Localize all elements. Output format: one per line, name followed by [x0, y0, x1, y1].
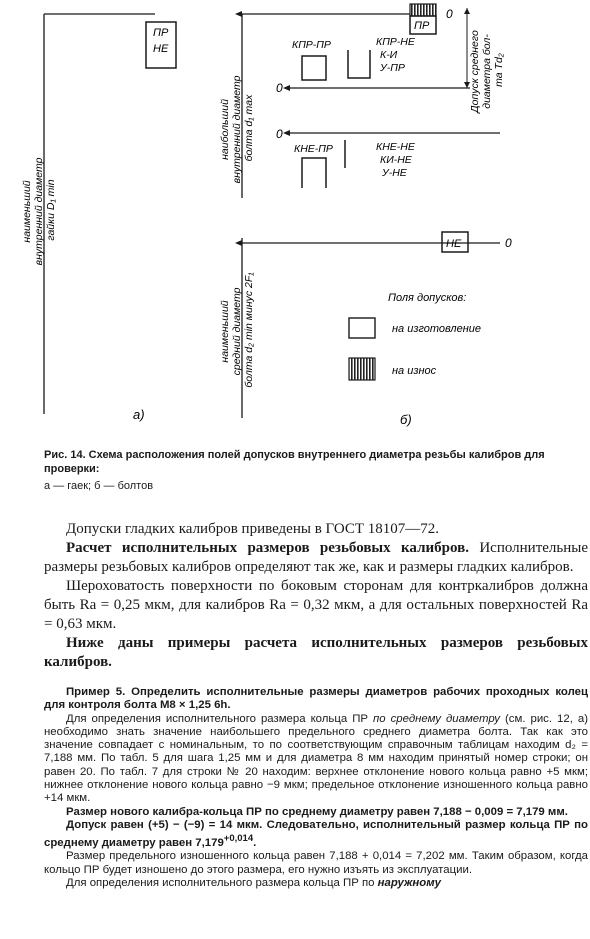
legend-manufacture-label: на изготовление: [392, 323, 482, 335]
example-block: [44, 686, 588, 890]
left-panel-label: а): [133, 407, 145, 422]
label-kpr-pr: КПР-ПР: [292, 39, 331, 51]
figure-caption: [44, 448, 564, 493]
body-paragraph-4: Ниже даны примеры расчета исполнительных размеров резьбовых калибров.: [44, 635, 588, 670]
right-axis-label-upper: [219, 73, 255, 184]
left-field-label-ne: НЕ: [153, 43, 169, 55]
right-axis-upper-line1: наибольший: [219, 99, 231, 160]
body-paragraph-2-bold: Расчет исполнительных размеров резьбовых калибров.: [66, 540, 469, 556]
example-p1-b: (см. рис. 12, а) необходимо знать значение наибольшего предельного среднего диаметра болта. Так как это значение совпадает с номинальным, то по соответствующим справочным таблицам находим d₂ = 7,188 мм. По табл. 5 для шага 1,25 мм и для диаметра 8 мм находим принятый номер строки; он равен 20. По табл. 7 для строки № 20 находим: верхнее отклонение нового кольца равно +5 мкм; нижнее отклонение нового кольца равно −9 мкм; предельное отклонение изношенного кольца равно +14 мкм.: [44, 712, 589, 805]
left-axis-label-line1: наименьший: [21, 180, 33, 243]
field-label-pr-top: ПР: [414, 20, 430, 32]
panel-b: [242, 4, 500, 418]
label-k-i: К-И: [380, 49, 398, 61]
label-kne-ne: КНЕ-НЕ: [376, 141, 415, 153]
label-kpr-ne: КПР-НЕ: [376, 36, 415, 48]
kpr-ne-box: [348, 50, 370, 78]
label-kpr-ne-group: [376, 36, 418, 74]
example-p1-a: Для определения исполнительного размера кольца ПР: [66, 712, 373, 725]
td2-label-line1: Допуск среднего: [469, 30, 481, 113]
example-paragraph-5: [44, 877, 588, 890]
example-paragraph-3: [44, 819, 588, 850]
caption-sub: а — гаек; б — болтов: [44, 480, 154, 492]
wear-field-top: [410, 4, 436, 16]
example-p3-sup: +0,014: [223, 833, 254, 845]
field-label-ne-lower: НЕ: [446, 238, 462, 250]
arrow-heads: [235, 8, 470, 246]
body-paragraph-1: Допуски гладких калибров приведены в ГОСТ 18107—72.: [66, 521, 440, 537]
legend-title: Поля допусков:: [388, 292, 467, 304]
left-axis-label: [21, 155, 57, 266]
td2-label-line3: та Td₂: [493, 53, 505, 87]
right-axis-label-lower: [219, 272, 255, 388]
example-p3-a: Допуск равен (+5) − (−9) = 14 мкм. Следовательно, исполнительный размер кольца ПР по среднему диаметру равен 7,179: [44, 818, 588, 850]
legend-wear-label: на износ: [392, 365, 437, 377]
zero-mark-3: 0: [276, 127, 283, 141]
example-paragraph-1: [44, 713, 588, 806]
example-paragraph-4: Размер предельного изношенного кольца равен 7,188 + 0,014 = 7,202 мм. Таким образом, когда кольцо ПР будет изношено до этого размера, его нужно изъять из эксплуатации.: [44, 850, 588, 876]
label-kne-pr: КНЕ-ПР: [294, 143, 333, 155]
label-kne-ne-group: [376, 141, 418, 179]
label-u-ne: У-НЕ: [382, 167, 407, 179]
right-panel-label: б): [400, 412, 412, 427]
zero-mark-1: 0: [446, 7, 453, 21]
body-paragraph-3: Шероховатость поверхности по боковым сторонам для контркалибров должна быть Ra = 0,25 мкм, для калибров Ra = 0,32 мкм, а для остальных поверхностей Ra = 0,63 мкм.: [44, 578, 588, 632]
left-field-label-pr: ПР: [153, 27, 169, 39]
tolerance-scheme-figure: [0, 0, 590, 440]
right-axis-upper-line3: болта d₁ max: [243, 94, 255, 162]
right-axis-lower-line2: средний диаметр: [231, 287, 243, 376]
right-axis-lower-line3: болта d₂ min минус 2F₁: [243, 272, 255, 388]
example-p1-italic: по среднему диаметру: [373, 712, 500, 725]
zero-mark-2: 0: [276, 81, 283, 95]
legend-manufacture-swatch: [349, 318, 375, 338]
body-paragraph-2: [44, 539, 588, 577]
example-heading: Пример 5. Определить исполнительные размеры диаметров рабочих проходных колец для контроля болта М8 × 1,25 6h.: [44, 686, 588, 712]
example-paragraph-2: Размер нового калибра-кольца ПР по среднему диаметру равен 7,188 − 0,009 = 7,179 мм.: [66, 805, 568, 818]
zero-mark-4: 0: [505, 236, 512, 250]
left-axis-label-line2: внутренний диаметр: [33, 157, 45, 266]
kpr-pr-box: [302, 56, 326, 80]
body-paragraph-2-rest: Исполнительные размеры резьбовых калибров определяют так же, как и размеры гладких калибров.: [44, 540, 588, 575]
right-axis-upper-line2: внутренний диаметр: [231, 75, 243, 184]
kne-pr-box: [302, 158, 326, 188]
example-p5-a: Для определения исполнительного размера кольца ПР по: [66, 876, 378, 889]
td2-label: [469, 27, 505, 113]
label-u-pr: У-ПР: [380, 62, 405, 74]
body-text: [44, 520, 588, 672]
right-axis-lower-line1: наименьший: [219, 300, 231, 363]
td2-label-line2: диаметра бол-: [481, 34, 493, 109]
label-ki-ne: КИ-НЕ: [380, 154, 412, 166]
example-p5-italic: наружному: [377, 876, 441, 889]
panel-a: [44, 14, 176, 414]
caption-title: Рис. 14. Схема расположения полей допусков внутреннего диаметра резьбы калибров для проверки:: [44, 449, 545, 475]
legend-wear-swatch: [349, 358, 375, 380]
example-p3-b: .: [253, 837, 257, 850]
left-axis-label-line3: гайки D₁ min: [45, 179, 57, 241]
